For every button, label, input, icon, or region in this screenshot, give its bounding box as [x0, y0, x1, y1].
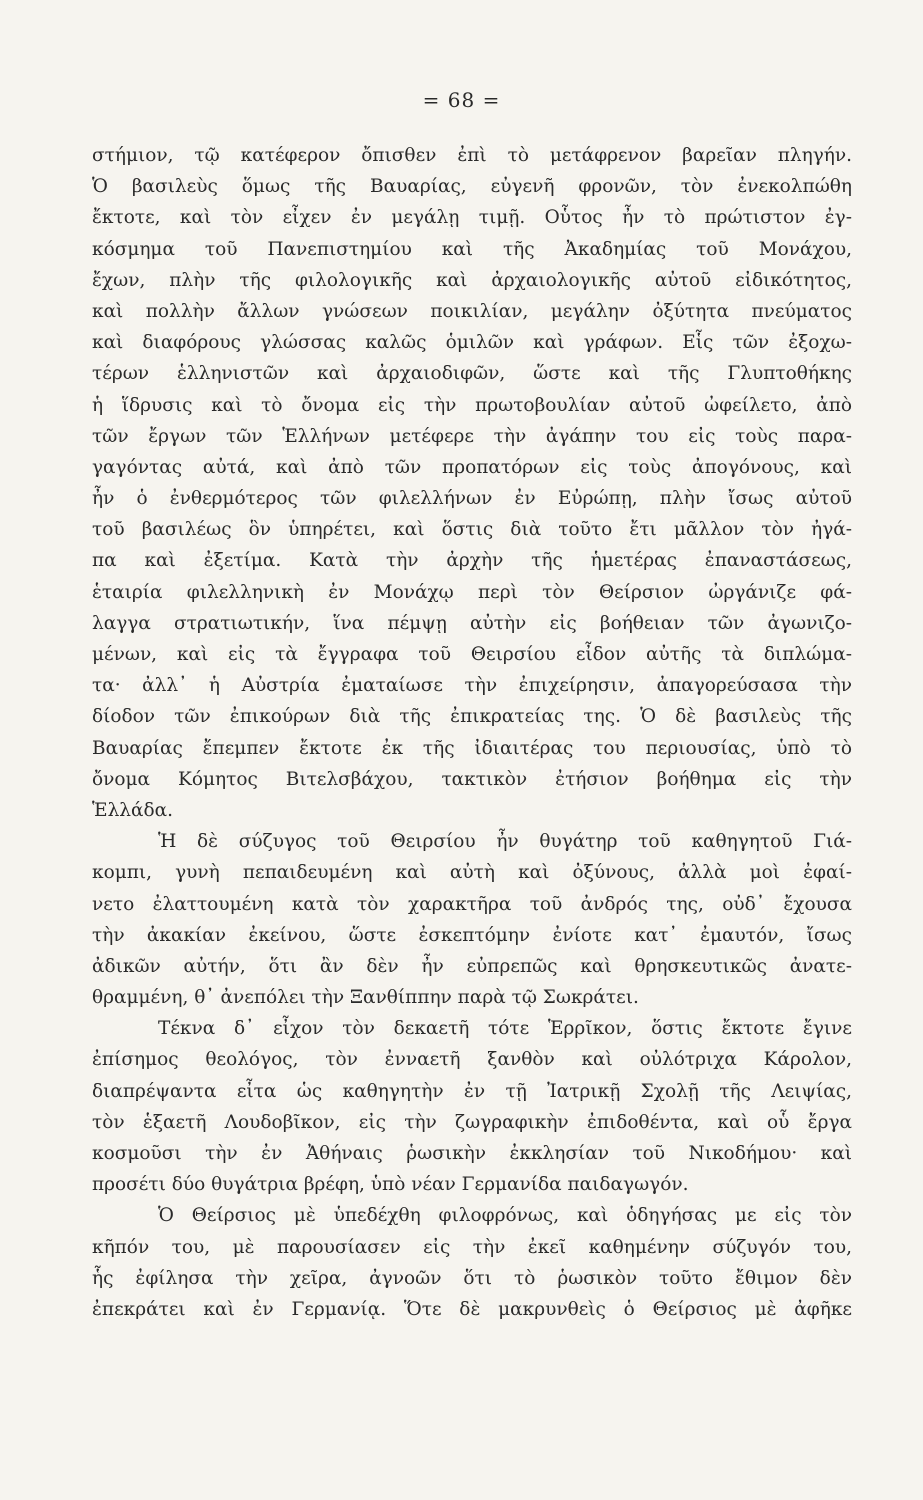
text-line: καὶ διαφόρους γλώσσας καλῶς ὁμιλῶν καὶ γράφων. Εἷς τῶν ἐξοχω-: [92, 332, 852, 354]
text-line: τὴν ἀκακίαν ἐκείνου, ὥστε ἐσκεπτόμην ἐνίοτε κατ᾽ ἐμαυτόν, ἴσως: [92, 924, 852, 946]
text-line: προσέτι δύο θυγάτρια βρέφη, ὑπὸ νέαν Γερμανίδα παιδαγωγόν.: [92, 1174, 689, 1196]
text-line: ἑταιρία φιλελληνικὴ ἐν Μονάχῳ περὶ τὸν Θείρσιον ὠργάνιζε φά-: [92, 581, 852, 603]
text-line: νετο ἐλαττουμένη κατὰ τὸν χαρακτῆρα τοῦ ἀνδρός της, οὐδ᾽ ἔχουσα: [92, 893, 852, 915]
page-number: = 68 =: [422, 88, 501, 112]
text-line: ἔκτοτε, καὶ τὸν εἶχεν ἐν μεγάλῃ τιμῇ. Οὗτος ἦν τὸ πρώτιστον ἐγ-: [92, 207, 852, 229]
text-line: δίοδον τῶν ἐπικούρων διὰ τῆς ἐπικρατείας της. Ὁ δὲ βασιλεὺς τῆς: [92, 706, 852, 728]
text-line: τα· ἀλλ᾽ ἡ Αὐστρία ἐματαίωσε τὴν ἐπιχείρησιν, ἀπαγορεύσασα τὴν: [92, 675, 852, 697]
text-line: μένων, καὶ εἰς τὰ ἔγγραφα τοῦ Θειρσίου εἶδον αὐτῆς τὰ διπλώμα-: [92, 644, 852, 665]
text-line: ὄνομα Κόμητος Βιτελσβάχου, τακτικὸν ἐτήσιον βοήθημα εἰς τὴν: [92, 768, 852, 790]
text-line: κόσμημα τοῦ Πανεπιστημίου καὶ τῆς Ἀκαδημίας τοῦ Μονάχου,: [92, 238, 852, 260]
text-line: ἡ ἵδρυσις καὶ τὸ ὄνομα εἰς τὴν πρωτοβουλίαν αὐτοῦ ὠφείλετο, ἀπὸ: [92, 394, 852, 416]
text-line: Ἡ δὲ σύζυγος τοῦ Θειρσίου ἦν θυγάτηρ τοῦ καθηγητοῦ Γιά-: [158, 831, 852, 853]
text-line: κῆπόν του, μὲ παρουσίασεν εἰς τὴν ἐκεῖ καθημένην σύζυγόν του,: [92, 1236, 852, 1258]
text-line: ἦν ὁ ἐνθερμότερος τῶν φιλελλήνων ἐν Εὐρώπῃ, πλὴν ἴσως αὐτοῦ: [92, 488, 852, 510]
text-line: Ὁ βασιλεὺς ὅμως τῆς Βαυαρίας, εὐγενῆ φρονῶν, τὸν ἐνεκολπώθη: [92, 176, 852, 198]
text-line: ἔχων, πλὴν τῆς φιλολογικῆς καὶ ἀρχαιολογικῆς αὐτοῦ εἰδικότητος,: [92, 269, 852, 291]
text-line: πα καὶ ἐξετίμα. Κατὰ τὴν ἀρχὴν τῆς ἡμετέρας ἐπαναστάσεως,: [92, 550, 852, 572]
text-line: Ἑλλάδα.: [92, 799, 174, 821]
text-line: στήμιον, τῷ κατέφερον ὄπισθεν ἐπὶ τὸ μετάφρενον βαρεῖαν πληγήν.: [92, 145, 852, 166]
text-line: τέρων ἑλληνιστῶν καὶ ἀρχαιοδιφῶν, ὥστε καὶ τῆς Γλυπτοθήκης: [92, 363, 852, 385]
text-line: τὸν ἑξαετῆ Λουδοβῖκον, εἰς τὴν ζωγραφικὴν ἐπιδοθέντα, καὶ οὗ ἔργα: [92, 1111, 852, 1133]
text-line: ἐπεκράτει καὶ ἐν Γερμανίᾳ. Ὅτε δὲ μακρυνθεὶς ὁ Θείρσιος μὲ ἀφῆκε: [92, 1298, 852, 1320]
text-line: ἧς ἐφίλησα τὴν χεῖρα, ἀγνοῶν ὅτι τὸ ῥωσικὸν τοῦτο ἔθιμον δὲν: [92, 1267, 852, 1289]
text-line: τῶν ἔργων τῶν Ἑλλήνων μετέφερε τὴν ἀγάπην του εἰς τοὺς παρα-: [92, 425, 852, 447]
text-line: κοσμοῦσι τὴν ἐν Ἀθήναις ῥωσικὴν ἐκκλησίαν τοῦ Νικοδήμου· καὶ: [92, 1143, 852, 1164]
text-line: Τέκνα δ᾽ εἶχον τὸν δεκαετῆ τότε Ἑρρῖκον, ὅστις ἔκτοτε ἔγινε: [158, 1018, 852, 1040]
text-line: ἐπίσημος θεολόγος, τὸν ἐνναετῆ ξανθὸν καὶ οὐλότριχα Κάρολον,: [92, 1049, 852, 1071]
text-line: καὶ πολλὴν ἄλλων γνώσεων ποικιλίαν, μεγάλην ὀξύτητα πνεύματος: [92, 300, 852, 322]
text-line: γαγόντας αὐτά, καὶ ἀπὸ τῶν προπατόρων εἰς τοὺς ἀπογόνους, καὶ: [92, 456, 852, 478]
text-line: Ὁ Θείρσιος μὲ ὑπεδέχθη φιλοφρόνως, καὶ ὁδηγήσας με εἰς τὸν: [158, 1205, 852, 1227]
body-text: [92, 140, 852, 1325]
text-line: λαγγα στρατιωτικήν, ἵνα πέμψῃ αὐτὴν εἰς βοήθειαν τῶν ἀγωνιζο-: [92, 612, 852, 634]
text-line: ἀδικῶν αὐτήν, ὅτι ἂν δὲν ἦν εὐπρεπῶς καὶ θρησκευτικῶς ἀνατε-: [92, 955, 852, 977]
text-line: κομπι, γυνὴ πεπαιδευμένη καὶ αὐτὴ καὶ ὀξύνους, ἀλλὰ μοὶ ἐφαί-: [92, 862, 852, 884]
text-line: τοῦ βασιλέως ὃν ὑπηρέτει, καὶ ὅστις διὰ τοῦτο ἔτι μᾶλλον τὸν ἠγά-: [92, 519, 852, 541]
text-line: διαπρέψαντα εἶτα ὡς καθηγητὴν ἐν τῇ Ἰατρικῇ Σχολῇ τῆς Λειψίας,: [92, 1080, 852, 1102]
text-line: θραμμένη, θ᾽ ἀνεπόλει τὴν Ξανθίππην παρὰ τῷ Σωκράτει.: [92, 987, 639, 1009]
text-line: Βαυαρίας ἔπεμπεν ἔκτοτε ἐκ τῆς ἰδιαιτέρας του περιουσίας, ὑπὸ τὸ: [92, 737, 852, 759]
